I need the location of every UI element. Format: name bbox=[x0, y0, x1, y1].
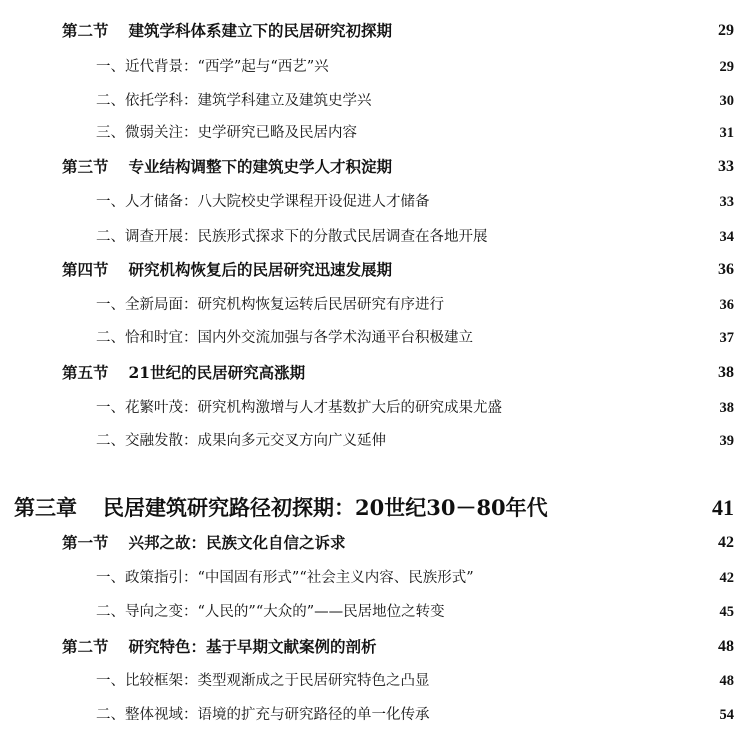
toc-section-heading bbox=[62, 358, 305, 388]
toc-page-number: 38 bbox=[719, 400, 734, 416]
toc-item-entry[interactable] bbox=[0, 426, 750, 456]
toc-section-heading bbox=[62, 528, 346, 558]
toc-page-number: 38 bbox=[718, 364, 734, 381]
toc-item-title: “中国固有形式”“社会主义内容、民族形式” bbox=[197, 570, 474, 586]
toc-item-title: 研究机构激增与人才基数扩大后的研究成果尤盛 bbox=[197, 400, 502, 416]
toc-item-text bbox=[96, 187, 430, 217]
toc-item-entry[interactable] bbox=[0, 323, 750, 353]
toc-item-text bbox=[96, 118, 357, 148]
toc-item-text bbox=[96, 563, 474, 593]
toc-item-entry[interactable] bbox=[0, 86, 750, 116]
toc-section-title: 建筑学科体系建立下的民居研究初探期 bbox=[128, 21, 393, 40]
toc-item-label: 一、比较框架： bbox=[96, 673, 198, 689]
toc-item-text bbox=[96, 426, 386, 456]
toc-chapter-label: 第三章 bbox=[14, 495, 77, 520]
toc-page-number: 29 bbox=[719, 59, 734, 75]
toc-page-number: 29 bbox=[718, 22, 734, 39]
toc-item-title: 类型观渐成之于民居研究特色之凸显 bbox=[197, 673, 430, 689]
toc-page-number: 31 bbox=[719, 125, 734, 141]
toc-section-label: 第五节 bbox=[62, 363, 109, 382]
toc-section-heading bbox=[62, 255, 392, 285]
toc-section-label: 第四节 bbox=[62, 260, 109, 279]
toc-section-title: 研究特色：基于早期文献案例的剖析 bbox=[128, 637, 377, 656]
toc-section-entry[interactable] bbox=[0, 632, 750, 662]
toc-section-entry[interactable] bbox=[0, 16, 750, 46]
toc-section-title: 21世纪的民居研究高涨期 bbox=[128, 363, 306, 382]
toc-item-text bbox=[96, 86, 372, 116]
toc-item-entry[interactable] bbox=[0, 187, 750, 217]
toc-item-label: 二、调查开展： bbox=[96, 229, 198, 245]
toc-item-title: 研究机构恢复运转后民居研究有序进行 bbox=[197, 297, 444, 313]
toc-item-label: 一、人才储备： bbox=[96, 194, 198, 210]
toc-item-title: 成果向多元交叉方向广义延伸 bbox=[197, 433, 386, 449]
toc-item-entry[interactable] bbox=[0, 666, 750, 696]
toc-page-number: 34 bbox=[719, 229, 734, 245]
toc-chapter-heading bbox=[14, 490, 548, 526]
toc-item-entry[interactable] bbox=[0, 393, 750, 423]
toc-page-number: 39 bbox=[719, 433, 734, 449]
toc-page-number: 33 bbox=[719, 194, 734, 210]
toc-item-label: 二、依托学科： bbox=[96, 93, 198, 109]
toc-page-number: 54 bbox=[719, 707, 734, 723]
toc-item-text bbox=[96, 393, 502, 423]
toc-item-text bbox=[96, 290, 444, 320]
toc-item-text bbox=[96, 666, 430, 696]
toc-item-entry[interactable] bbox=[0, 290, 750, 320]
toc-section-heading bbox=[62, 16, 392, 46]
toc-page-number: 36 bbox=[718, 261, 734, 278]
toc-item-entry[interactable] bbox=[0, 597, 750, 627]
toc-page-number: 48 bbox=[718, 638, 734, 655]
toc-section-entry[interactable] bbox=[0, 528, 750, 558]
toc-item-entry[interactable] bbox=[0, 118, 750, 148]
toc-section-label: 第三节 bbox=[62, 157, 109, 176]
toc-section-label: 第一节 bbox=[62, 533, 109, 552]
toc-chapter-entry[interactable] bbox=[0, 490, 750, 526]
toc-item-label: 二、交融发散： bbox=[96, 433, 198, 449]
toc-item-title: 史学研究已略及民居内容 bbox=[197, 125, 357, 141]
toc-item-entry[interactable] bbox=[0, 700, 750, 730]
toc-item-entry[interactable] bbox=[0, 52, 750, 82]
toc-page-number: 30 bbox=[719, 93, 734, 109]
toc-page-number: 42 bbox=[718, 534, 734, 551]
toc-page-number: 37 bbox=[719, 330, 734, 346]
toc-item-entry[interactable] bbox=[0, 222, 750, 252]
toc-item-text bbox=[96, 323, 473, 353]
toc-section-title: 专业结构调整下的建筑史学人才积淀期 bbox=[128, 157, 393, 176]
toc-page-number: 42 bbox=[719, 570, 734, 586]
toc-section-heading bbox=[62, 152, 392, 182]
toc-section-entry[interactable] bbox=[0, 358, 750, 388]
toc-page-number: 48 bbox=[719, 673, 734, 689]
toc-section-title: 兴邦之故：民族文化自信之诉求 bbox=[128, 533, 346, 552]
toc-item-label: 一、花繁叶茂： bbox=[96, 400, 198, 416]
toc-page-number: 33 bbox=[718, 158, 734, 175]
toc-item-title: “西学”起与“西艺”兴 bbox=[197, 59, 329, 75]
toc-page-number: 41 bbox=[712, 495, 734, 520]
toc-page-number: 45 bbox=[719, 604, 734, 620]
toc-section-title: 研究机构恢复后的民居研究迅速发展期 bbox=[128, 260, 393, 279]
toc-item-label: 三、微弱关注： bbox=[96, 125, 198, 141]
toc-chapter-title: 民居建筑研究路径初探期：20世纪30－80年代 bbox=[103, 495, 548, 520]
toc-item-title: 建筑学科建立及建筑史学兴 bbox=[197, 93, 372, 109]
toc-section-entry[interactable] bbox=[0, 255, 750, 285]
toc-item-title: 八大院校史学课程开设促进人才储备 bbox=[197, 194, 430, 210]
toc-item-label: 一、近代背景： bbox=[96, 59, 198, 75]
toc-item-title: 语境的扩充与研究路径的单一化传承 bbox=[197, 707, 430, 723]
toc-item-label: 一、政策指引： bbox=[96, 570, 198, 586]
toc-section-heading bbox=[62, 632, 377, 662]
toc-section-entry[interactable] bbox=[0, 152, 750, 182]
toc-item-label: 二、恰和时宜： bbox=[96, 330, 198, 346]
toc-item-text bbox=[96, 700, 430, 730]
toc-item-label: 二、整体视域： bbox=[96, 707, 198, 723]
toc-item-title: 民族形式探求下的分散式民居调查在各地开展 bbox=[197, 229, 488, 245]
toc-item-title: 国内外交流加强与各学术沟通平台积极建立 bbox=[197, 330, 473, 346]
toc-section-label: 第二节 bbox=[62, 637, 109, 656]
toc-section-label: 第二节 bbox=[62, 21, 109, 40]
toc-item-text bbox=[96, 597, 445, 627]
toc-item-entry[interactable] bbox=[0, 563, 750, 593]
toc-item-label: 二、导向之变： bbox=[96, 604, 198, 620]
toc-item-text bbox=[96, 222, 488, 252]
toc-item-label: 一、全新局面： bbox=[96, 297, 198, 313]
toc-item-title: “人民的”“大众的”——民居地位之转变 bbox=[197, 604, 445, 620]
toc-page-number: 36 bbox=[719, 297, 734, 313]
toc-item-text bbox=[96, 52, 329, 82]
